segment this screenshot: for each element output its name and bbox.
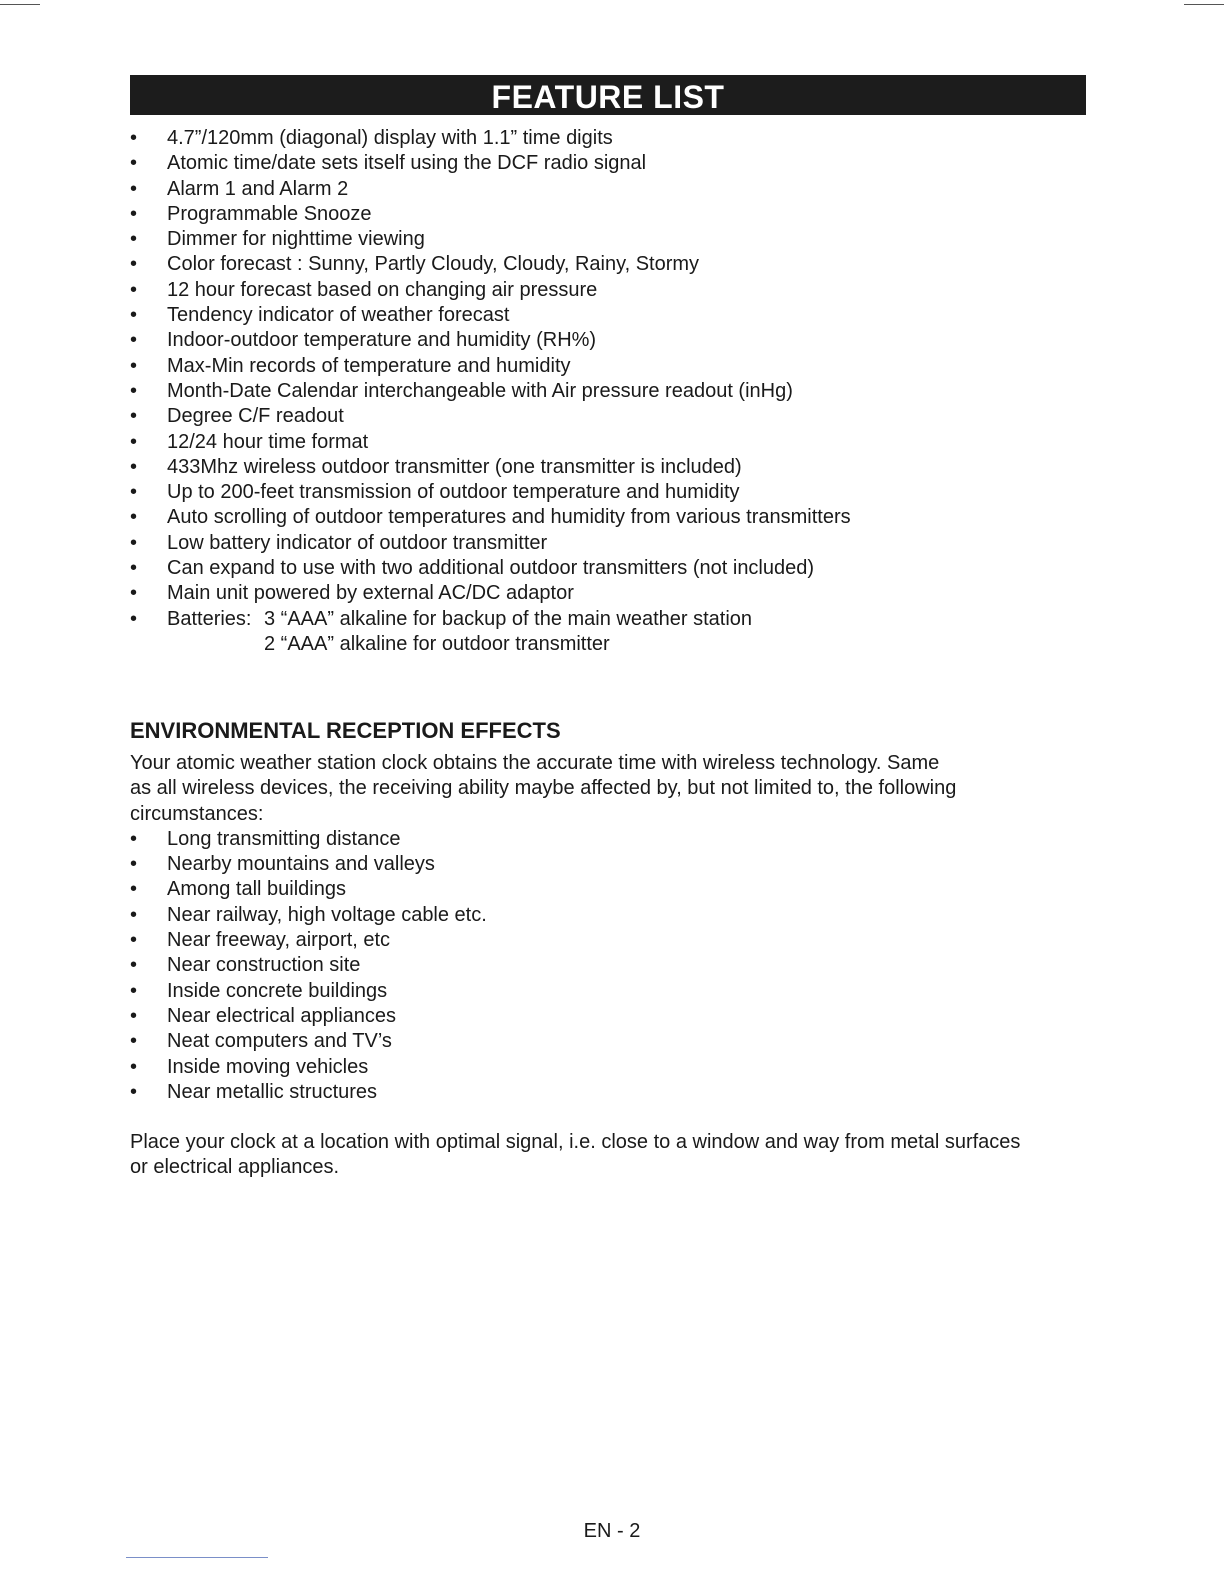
list-item — [130, 877, 1050, 902]
feature-text: 12/24 hour time format — [167, 430, 369, 453]
list-item — [130, 404, 1110, 429]
bullet-icon: • — [130, 177, 138, 200]
closing-line: Place your clock at a location with optimal signal, i.e. close to a window and way from metal surfaces — [130, 1131, 1021, 1153]
batteries-line-2: 2 “AAA” alkaline for outdoor transmitter — [264, 632, 610, 655]
batteries-indent — [167, 632, 264, 657]
bullet-icon: • — [130, 329, 138, 352]
bullet-icon: • — [130, 1080, 138, 1103]
feature-text: Month-Date Calendar interchangeable with Air pressure readout (inHg) — [167, 379, 793, 402]
bullet-icon: • — [130, 506, 138, 529]
environment-item-text: Long transmitting distance — [167, 827, 401, 850]
feature-text: Up to 200-feet transmission of outdoor temperature and humidity — [167, 481, 740, 504]
list-item — [130, 903, 1050, 928]
feature-text: Dimmer for nighttime viewing — [167, 228, 425, 251]
feature-bullets — [130, 126, 1110, 657]
feature-text: Indoor-outdoor temperature and humidity (RH%) — [167, 329, 597, 352]
environment-item-text: Inside moving vehicles — [167, 1055, 369, 1078]
list-item — [130, 928, 1050, 953]
list-item — [130, 852, 1050, 877]
list-item — [130, 126, 1110, 151]
batteries-item — [130, 607, 1110, 658]
feature-text: 4.7”/120mm (diagonal) display with 1.1” time digits — [167, 127, 613, 149]
feature-text: Low battery indicator of outdoor transmitter — [167, 531, 548, 554]
environment-item-text: Among tall buildings — [167, 878, 346, 901]
list-item — [130, 1080, 1050, 1105]
bullet-icon: • — [130, 379, 138, 402]
closing-paragraph — [130, 1130, 1090, 1181]
batteries-label: Batteries: — [167, 607, 252, 630]
list-item — [130, 354, 1110, 379]
bullet-icon: • — [130, 152, 138, 175]
list-item — [130, 202, 1110, 227]
bullet-icon: • — [130, 253, 138, 276]
list-item — [130, 430, 1110, 455]
list-item — [130, 1029, 1050, 1054]
list-item — [130, 953, 1050, 978]
feature-text: Main unit powered by external AC/DC adaptor — [167, 582, 574, 605]
bullet-icon: • — [130, 304, 138, 327]
feature-list — [130, 126, 1110, 657]
feature-text: Auto scrolling of outdoor temperatures and humidity from various transmitters — [167, 506, 851, 529]
list-item — [130, 379, 1110, 404]
bullet-icon: • — [130, 531, 138, 554]
environment-intro — [130, 751, 1050, 827]
bullet-icon: • — [130, 228, 138, 251]
feature-text: 12 hour forecast based on changing air pressure — [167, 278, 598, 301]
list-item — [130, 556, 1110, 581]
page-number: EN - 2 — [583, 1520, 641, 1542]
bullet-icon: • — [130, 481, 138, 504]
bullet-icon: • — [130, 127, 138, 149]
list-item — [130, 252, 1110, 277]
feature-text: Programmable Snooze — [167, 202, 372, 225]
feature-text: Atomic time/date sets itself using the DCF radio signal — [167, 152, 647, 175]
list-item — [130, 328, 1110, 353]
intro-line: Your atomic weather station clock obtains the accurate time with wireless technology. Same — [130, 752, 940, 774]
feature-list-title: FEATURE LIST — [130, 75, 1086, 115]
bullet-icon: • — [130, 878, 138, 901]
environment-item-text: Nearby mountains and valleys — [167, 853, 435, 876]
list-item — [130, 1055, 1050, 1080]
bullet-icon: • — [130, 455, 138, 478]
environment-section — [130, 751, 1050, 1105]
feature-text: Max-Min records of temperature and humidity — [167, 354, 571, 377]
feature-text: Tendency indicator of weather forecast — [167, 304, 510, 327]
bullet-icon: • — [130, 929, 138, 952]
list-item — [130, 480, 1110, 505]
bullet-icon: • — [130, 1030, 138, 1053]
bullet-icon: • — [130, 1004, 138, 1027]
list-item — [130, 278, 1110, 303]
bullet-icon: • — [130, 1055, 138, 1078]
bullet-icon: • — [130, 405, 138, 428]
bullet-icon: • — [130, 827, 138, 850]
feature-text: Can expand to use with two additional outdoor transmitters (not included) — [167, 557, 815, 580]
environment-item-text: Near railway, high voltage cable etc. — [167, 903, 487, 926]
environment-item-text: Near freeway, airport, etc — [167, 929, 391, 952]
environment-item-text: Neat computers and TV’s — [167, 1030, 392, 1053]
bullet-icon: • — [130, 430, 138, 453]
bullet-icon: • — [130, 979, 138, 1002]
bullet-icon: • — [130, 903, 138, 926]
feature-text: 433Mhz wireless outdoor transmitter (one transmitter is included) — [167, 455, 742, 478]
closing-line: or electrical appliances. — [130, 1156, 339, 1179]
list-item — [130, 505, 1110, 530]
bullet-icon: • — [130, 582, 138, 605]
batteries-line-1: 3 “AAA” alkaline for backup of the main weather station — [264, 607, 753, 630]
list-item — [130, 827, 1050, 852]
environment-heading: ENVIRONMENTAL RECEPTION EFFECTS — [130, 718, 561, 743]
bullet-icon: • — [130, 853, 138, 876]
list-item — [130, 303, 1110, 328]
list-item — [130, 151, 1110, 176]
bullet-icon: • — [130, 278, 138, 301]
environment-bullets — [130, 827, 1050, 1105]
list-item — [130, 581, 1110, 606]
bullet-icon: • — [130, 557, 138, 580]
footer-rule — [126, 1557, 268, 1558]
crop-mark-left — [0, 4, 40, 5]
bullet-icon: • — [130, 607, 138, 630]
environment-item-text: Near metallic structures — [167, 1080, 378, 1103]
crop-mark-right — [1184, 4, 1224, 5]
intro-line: circumstances: — [130, 802, 264, 825]
bullet-icon: • — [130, 954, 138, 977]
list-item — [130, 227, 1110, 252]
bullet-icon: • — [130, 354, 138, 377]
feature-text: Degree C/F readout — [167, 405, 344, 428]
batteries-row-1 — [167, 607, 1110, 632]
environment-item-text: Inside concrete buildings — [167, 979, 388, 1002]
list-item — [130, 455, 1110, 480]
feature-text: Alarm 1 and Alarm 2 — [167, 177, 349, 200]
bullet-icon: • — [130, 202, 138, 225]
environment-item-text: Near electrical appliances — [167, 1004, 397, 1027]
intro-line: as all wireless devices, the receiving ability maybe affected by, but not limited to, the following — [130, 777, 957, 800]
list-item — [130, 979, 1050, 1004]
feature-text: Color forecast : Sunny, Partly Cloudy, Cloudy, Rainy, Stormy — [167, 253, 700, 276]
environment-item-text: Near construction site — [167, 954, 361, 977]
batteries-row-2 — [167, 632, 1110, 657]
list-item — [130, 177, 1110, 202]
list-item — [130, 1004, 1050, 1029]
list-item — [130, 531, 1110, 556]
